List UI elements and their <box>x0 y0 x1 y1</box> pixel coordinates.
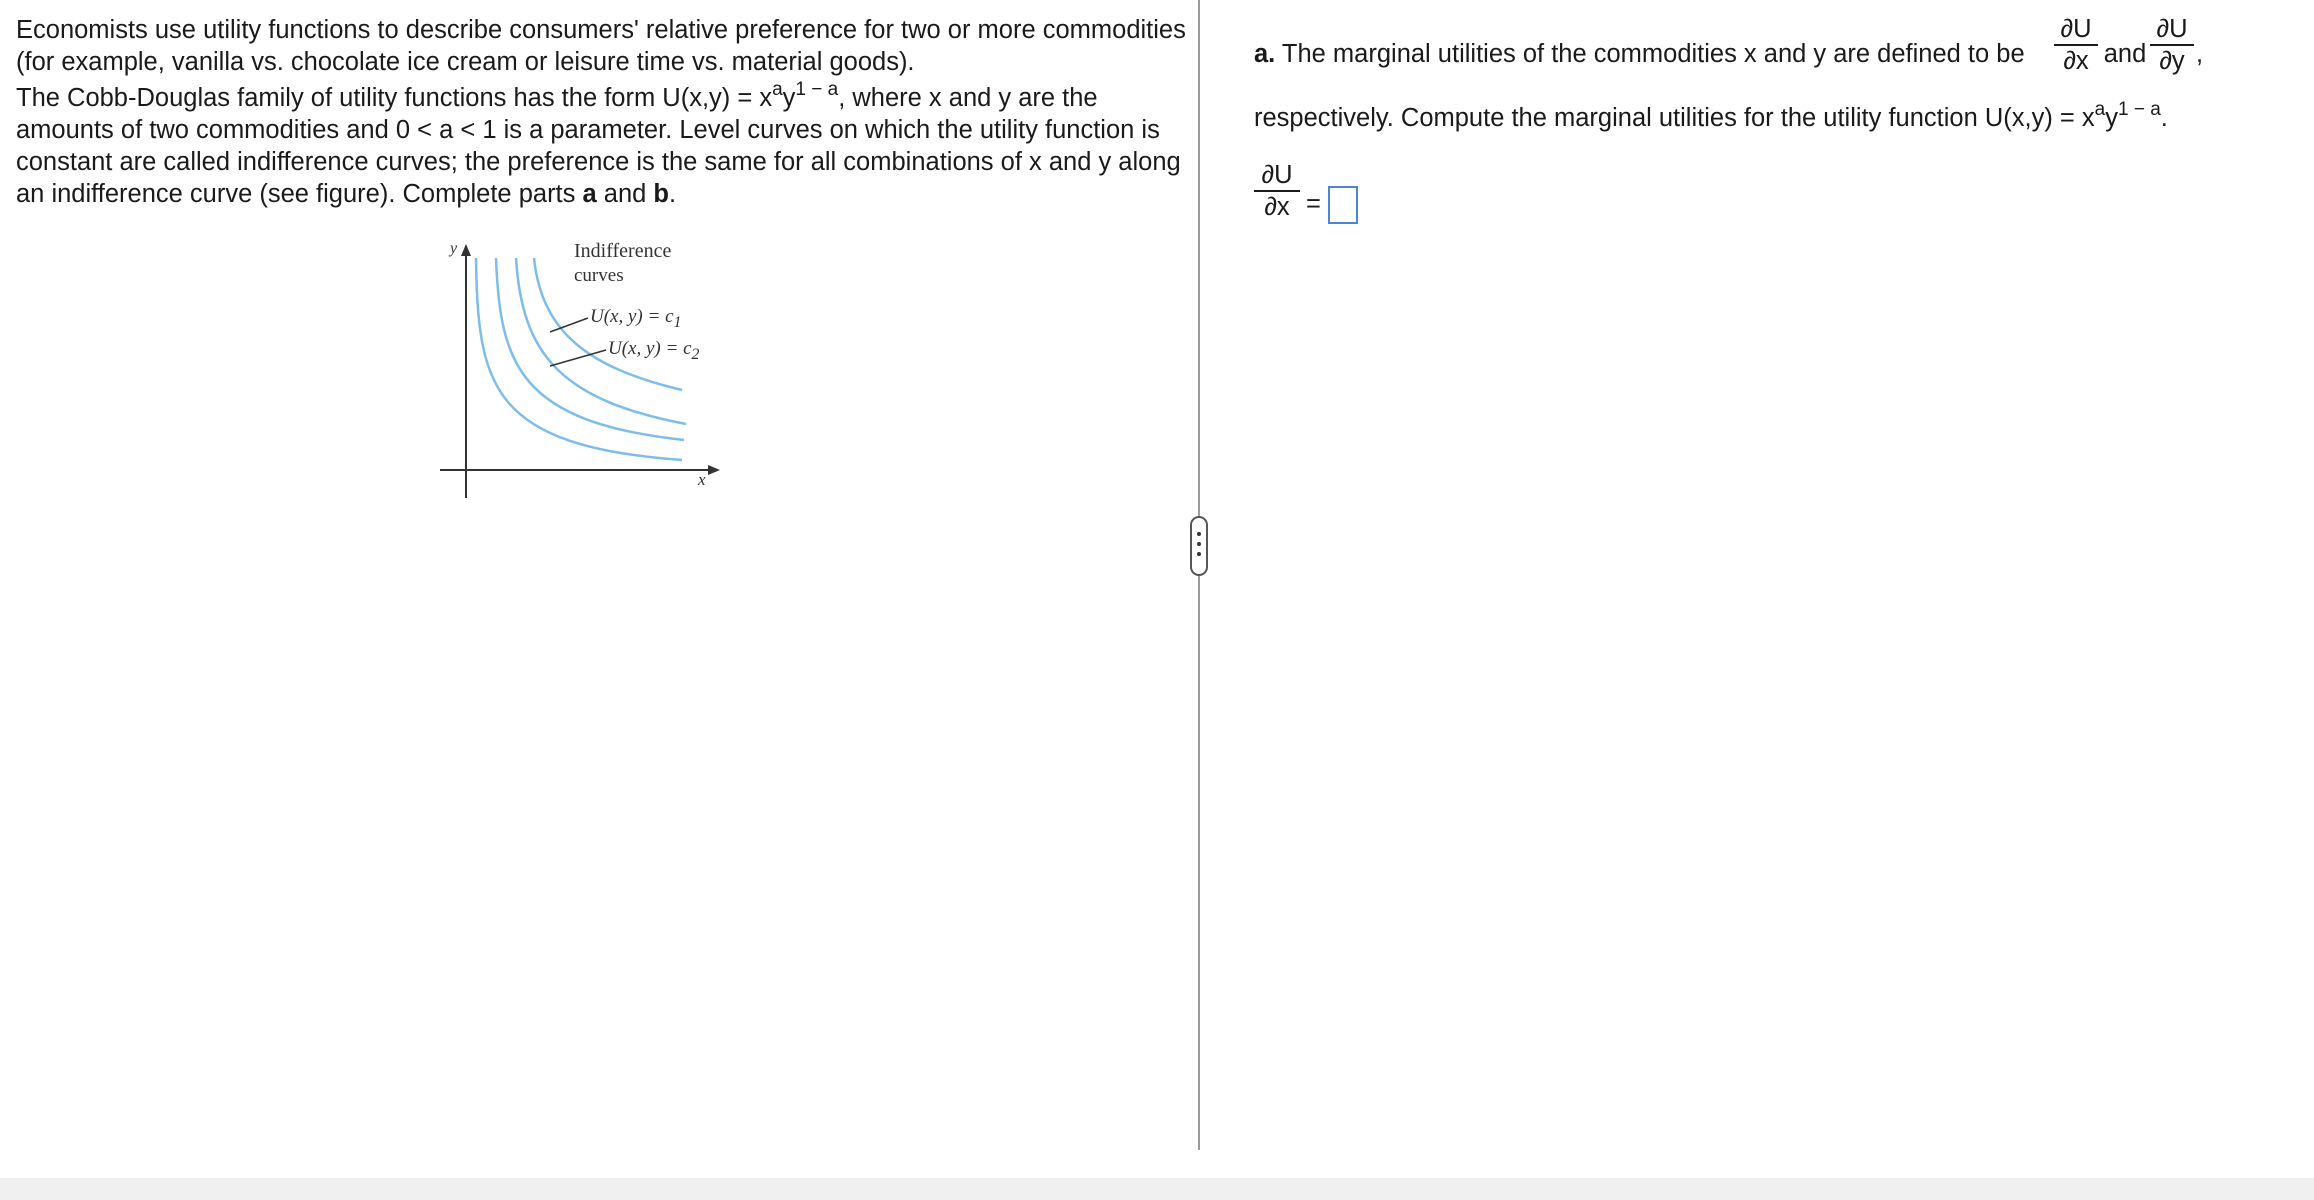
curve-label-c1 <box>590 306 681 332</box>
and-word: and <box>596 180 654 208</box>
intro-paragraph-1: Economists use utility functions to describe consumers' relative preference for two or more commodities (for example, vanilla vs. chocolate ice cream or leisure time vs. material goods). <box>16 16 1186 76</box>
question-line-2 <box>1254 98 2168 134</box>
curve-label-c2 <box>608 338 699 364</box>
y-variable: y <box>782 84 796 112</box>
fraction-numerator: ∂U <box>2060 15 2092 43</box>
x-axis-arrow <box>708 465 720 475</box>
figure-x-label: x <box>698 470 706 489</box>
intro-text-a: The Cobb-Douglas family of utility functions has the form U(x,y) = x <box>16 84 773 112</box>
question-text-1: The marginal utilities of the commodities x and y are defined to be <box>1281 40 2025 68</box>
handle-dot-icon <box>1197 542 1201 546</box>
partial-u-partial-x-fraction <box>2054 14 2098 76</box>
figure-title: Indifference <box>574 240 672 262</box>
curve-label-c1-sub: 1 <box>673 313 682 331</box>
curve-label-c2-sub: 2 <box>691 345 700 363</box>
part-a-ref: a <box>582 180 597 208</box>
fraction-numerator: ∂U <box>1261 161 1293 189</box>
bottom-bar <box>0 1178 2314 1200</box>
figure-y-label: y <box>450 240 458 257</box>
indifference-curves-figure <box>430 236 750 506</box>
figure-subtitle: curves <box>574 265 624 286</box>
part-label: a. <box>1254 40 1276 68</box>
fraction-numerator: ∂U <box>2156 15 2188 43</box>
intro-text-b: , where x and y are the amounts of two commodities and 0 < a < 1 is a parameter. Level curves on which the utility function is constant are called indifference curves; the preference is the same for all combinations of x and y along an indifference curve (see figure). Complete parts <box>16 84 1181 208</box>
comma: , <box>2196 40 2204 68</box>
part-b-ref: b <box>653 180 669 208</box>
y-variable: y <box>2105 104 2118 132</box>
answer-input-box[interactable] <box>1328 186 1358 224</box>
period: . <box>2160 104 2168 132</box>
problem-intro <box>16 14 1186 210</box>
partial-u-partial-y-fraction <box>2150 14 2194 76</box>
fraction-denominator: ∂x <box>1264 193 1290 221</box>
equals-sign: = <box>1306 190 1321 218</box>
exponent-1-minus-a: 1 − a <box>795 78 839 100</box>
exponent-a: a <box>2094 98 2106 120</box>
question-line-1 <box>1254 38 2025 70</box>
y-axis-arrow <box>461 244 471 256</box>
period: . <box>668 180 677 208</box>
exponent-1-minus-a: 1 − a <box>2117 98 2161 120</box>
curve-label-c2-text: U(x, y) = c <box>608 338 692 359</box>
exponent-a: a <box>772 78 783 100</box>
fraction-denominator: ∂y <box>2159 47 2185 75</box>
fraction-denominator: ∂x <box>2063 47 2089 75</box>
and-text: and <box>2103 40 2147 68</box>
question-pane <box>1202 0 2314 1178</box>
question-text-2: respectively. Compute the marginal utilities for the utility function U(x,y) = x <box>1254 104 2095 132</box>
handle-dot-icon <box>1197 552 1201 556</box>
answer-fraction-label <box>1254 160 1300 222</box>
curve-label-c1-text: U(x, y) = c <box>590 306 674 327</box>
handle-dot-icon <box>1197 532 1201 536</box>
intro-paragraph-2 <box>16 78 1186 210</box>
